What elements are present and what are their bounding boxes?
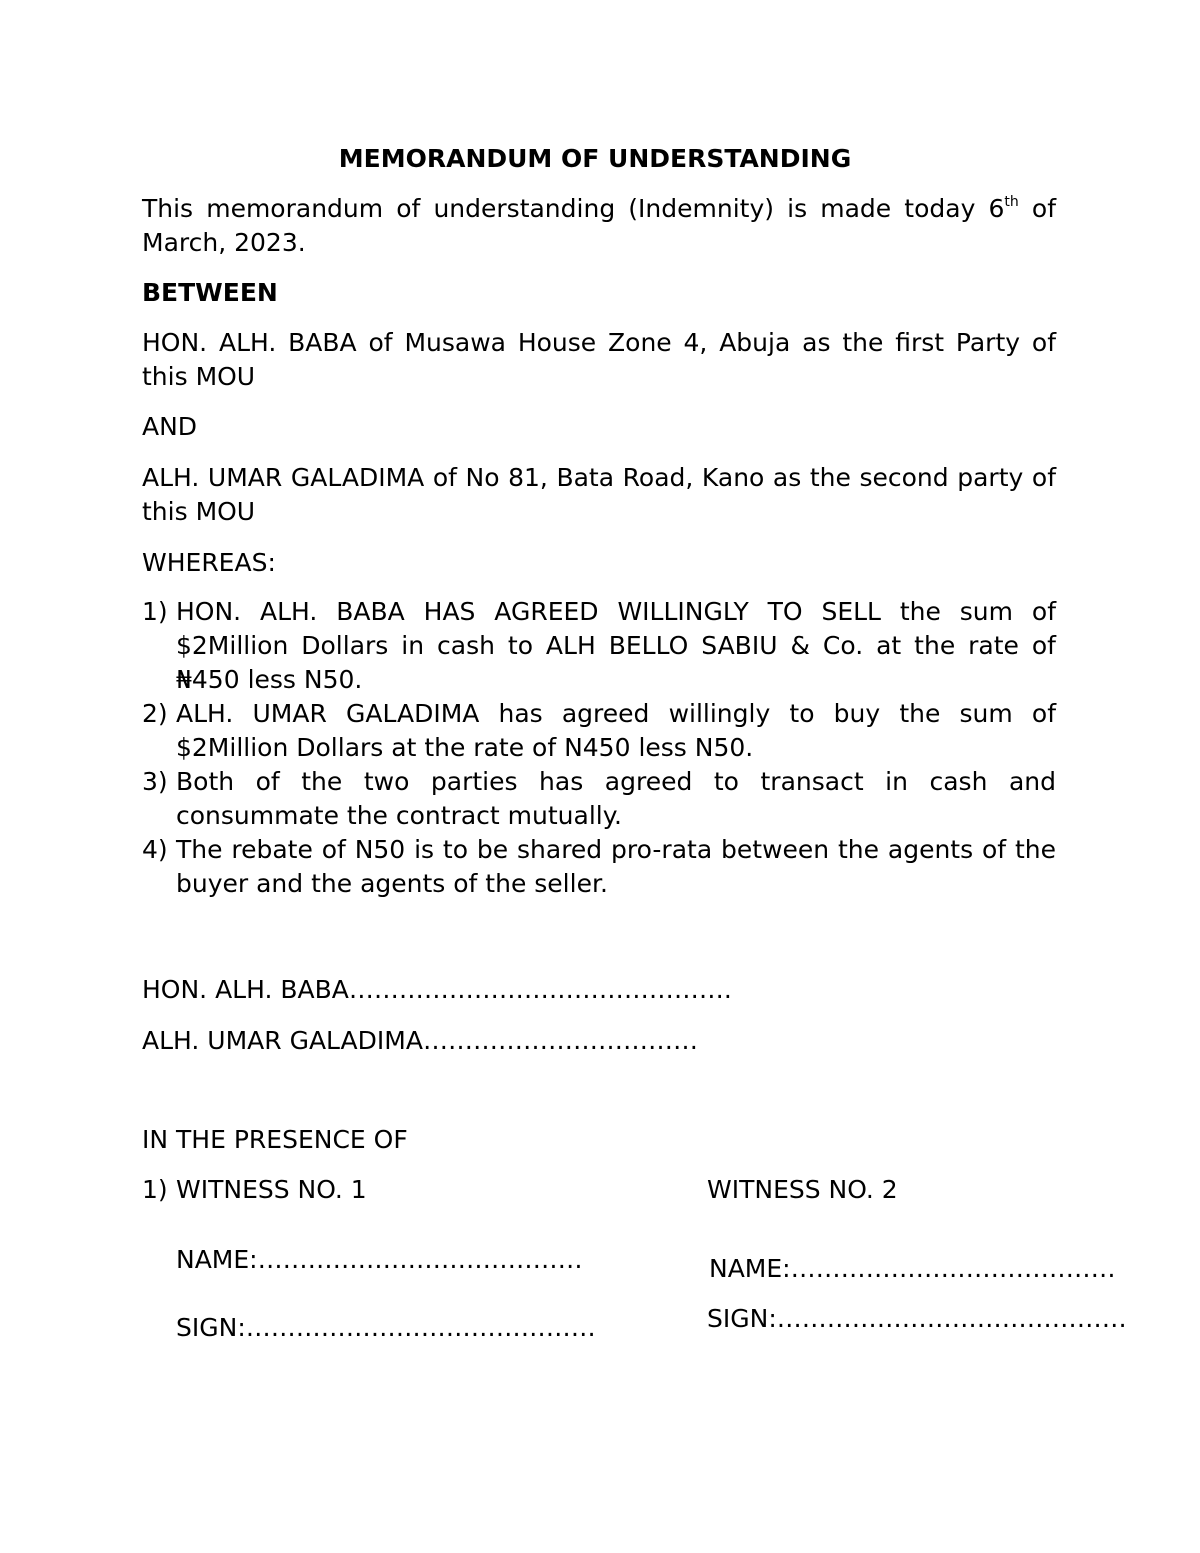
clause-item bbox=[142, 833, 1056, 901]
witness-one-heading bbox=[142, 1173, 367, 1207]
clause-item bbox=[142, 697, 1056, 765]
between-heading: BETWEEN bbox=[142, 278, 278, 307]
clause-number: 1) bbox=[142, 597, 168, 626]
document-title: MEMORANDUM OF UNDERSTANDING bbox=[338, 144, 852, 173]
first-party-paragraph: HON. ALH. BABA of Musawa House Zone 4, Abuja as the first Party of this MOU bbox=[142, 328, 1056, 391]
clause-item bbox=[142, 595, 1056, 697]
clause-number: 3) bbox=[142, 767, 168, 796]
witness-two-name-line: NAME:………………………………… bbox=[709, 1254, 1116, 1283]
witness-one-sign-line: SIGN:…………………………………… bbox=[176, 1313, 596, 1342]
clause-text: The rebate of N50 is to be shared pro-rata between the agents of the buyer and the agents of the seller. bbox=[176, 835, 1056, 898]
second-party-paragraph: ALH. UMAR GALADIMA of No 81, Bata Road, Kano as the second party of this MOU bbox=[142, 463, 1056, 526]
clause-text: HON. ALH. BABA HAS AGREED WILLINGLY TO SELL the sum of $2Million Dollars in cash to ALH BELLO SABIU & Co. at the rate of ₦450 less N50. bbox=[176, 597, 1056, 694]
intro-text: This memorandum of understanding (Indemnity) is made today 6 bbox=[142, 194, 1005, 223]
witness-one-label: WITNESS NO. 1 bbox=[176, 1175, 367, 1204]
clause-number: 2) bbox=[142, 699, 168, 728]
witness-one-name-line: NAME:………………………………… bbox=[176, 1245, 583, 1274]
clause-number: 4) bbox=[142, 835, 168, 864]
intro-text-end: of March, 2023. bbox=[142, 194, 1057, 257]
clause-item bbox=[142, 765, 1056, 833]
clause-text: ALH. UMAR GALADIMA has agreed willingly to buy the sum of $2Million Dollars at the rate of N450 less N50. bbox=[176, 699, 1056, 762]
second-party-signature-line: ALH. UMAR GALADIMA…………………………… bbox=[142, 1026, 698, 1055]
witness-two-label: WITNESS NO. 2 bbox=[707, 1175, 898, 1204]
witness-two-sign-line: SIGN:…………………………………… bbox=[707, 1304, 1127, 1333]
date-superscript: th bbox=[1004, 193, 1019, 210]
intro-paragraph bbox=[142, 192, 1056, 260]
witness-one-number: 1) bbox=[142, 1175, 168, 1204]
clauses-list bbox=[142, 595, 1056, 901]
clause-text: Both of the two parties has agreed to transact in cash and consummate the contract mutually. bbox=[176, 767, 1056, 830]
and-label: AND bbox=[142, 412, 198, 441]
first-party-signature-line: HON. ALH. BABA………………………………………. bbox=[142, 975, 732, 1004]
whereas-label: WHEREAS: bbox=[142, 548, 276, 577]
presence-heading: IN THE PRESENCE OF bbox=[142, 1125, 408, 1154]
